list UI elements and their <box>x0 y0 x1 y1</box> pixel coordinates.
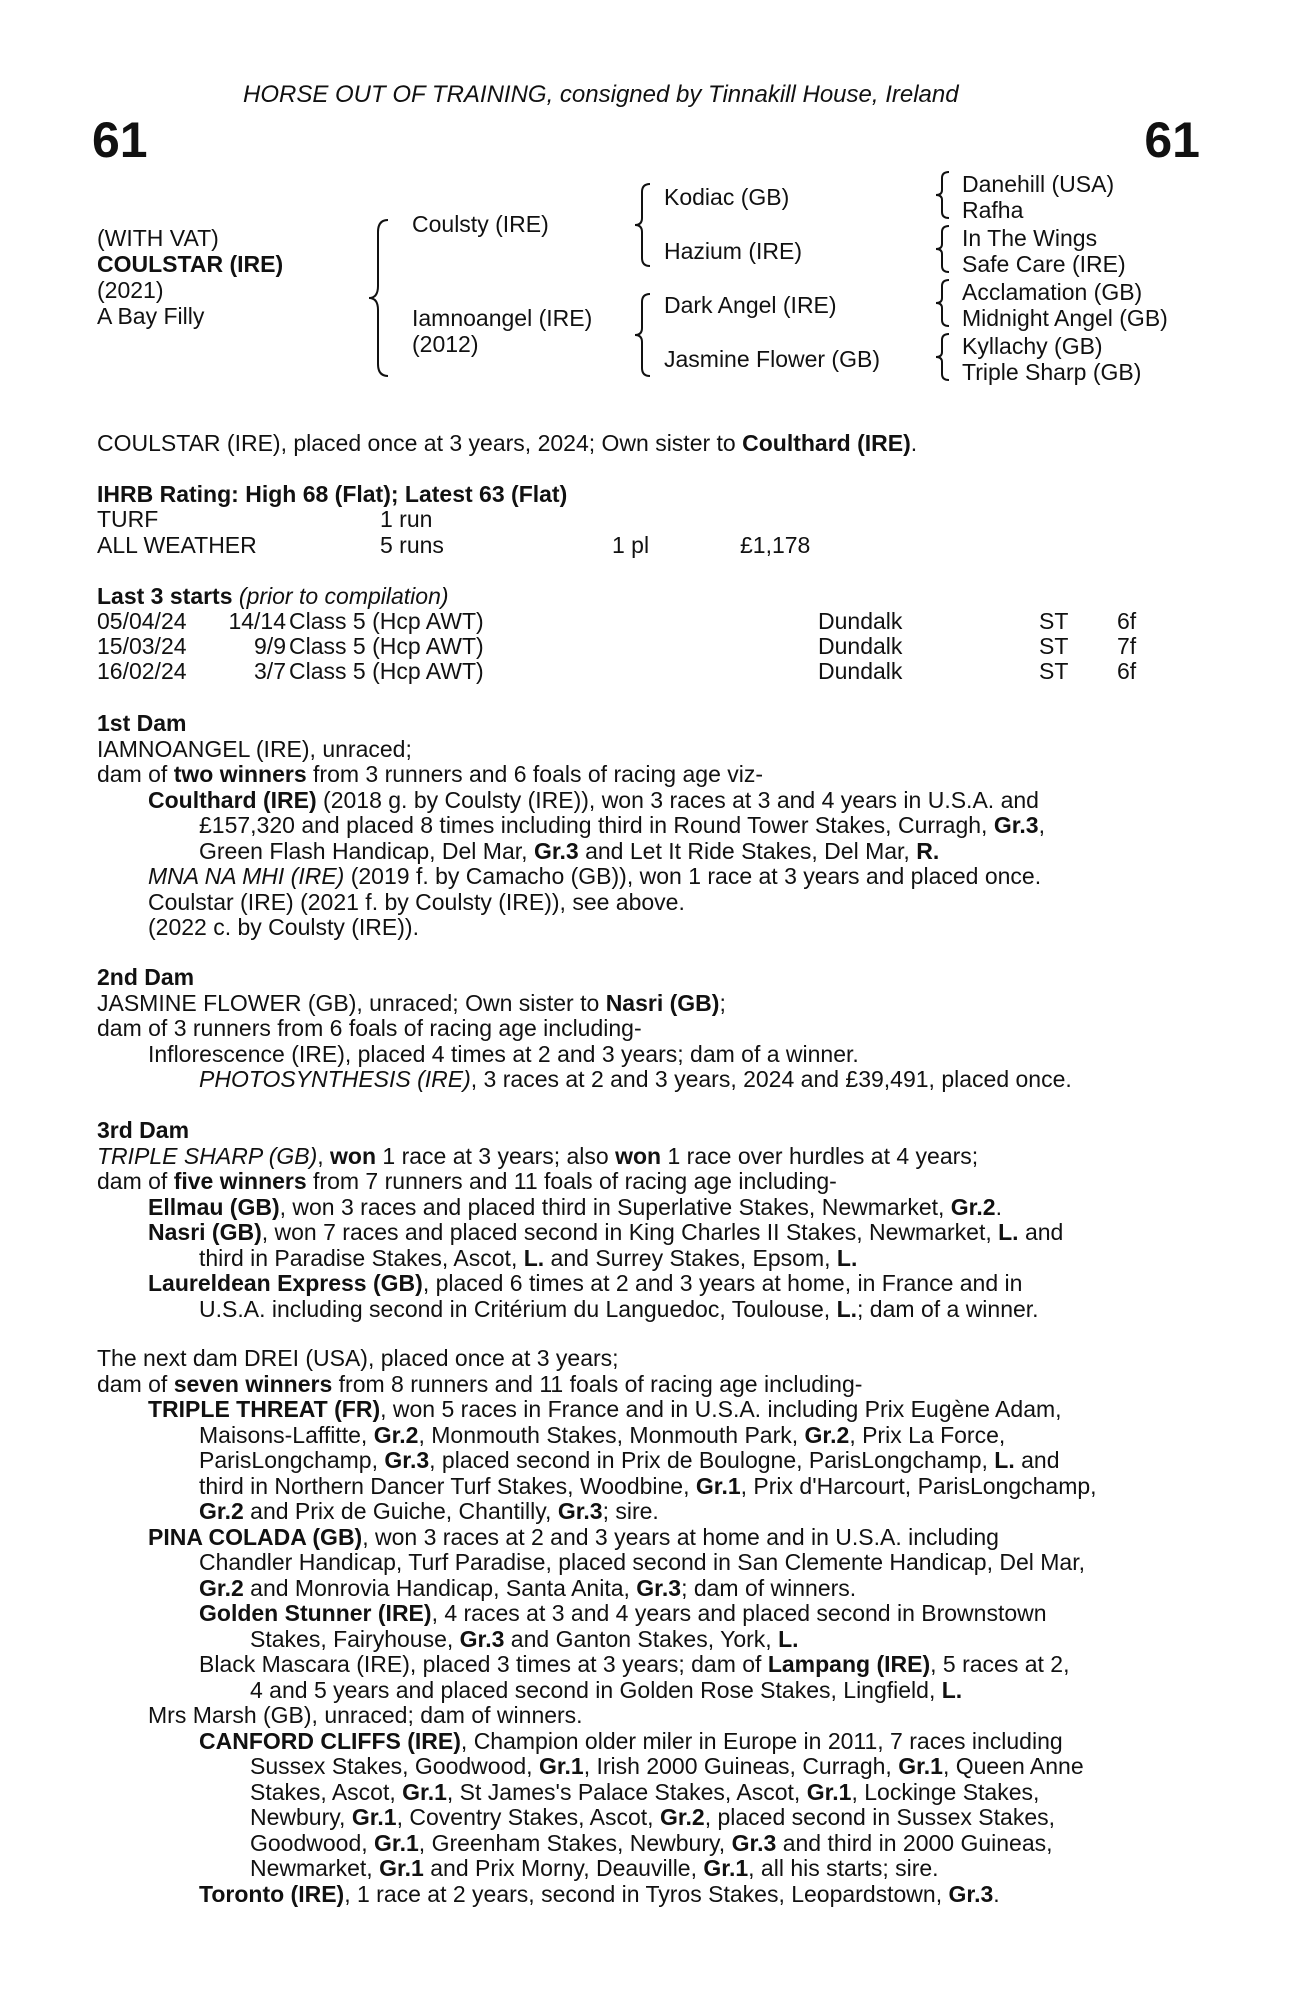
progeny-line: Maisons-Laffitte, Gr.2, Monmouth Stakes, Monmouth Park, Gr.2, Prix La Force, <box>199 1421 1006 1448</box>
start-distance: 6f <box>1117 658 1137 684</box>
progeny-line: Toronto (IRE), 1 race at 2 years, second in Tyros Stakes, Leopardstown, Gr.3. <box>199 1880 1000 1907</box>
pedigree-sire-sire: Kodiac (GB) <box>664 184 790 210</box>
pedigree-sire: Coulsty (IRE) <box>412 211 549 237</box>
summary-end: . <box>910 430 918 456</box>
pedigree-ss-sire: Danehill (USA) <box>962 171 1115 197</box>
pedigree-brace-ss <box>933 170 953 220</box>
pedigree-ds-sire: Acclamation (GB) <box>962 279 1143 305</box>
progeny-line: Golden Stunner (IRE), 4 races at 3 and 4 years and placed second in Brownstown <box>199 1600 1047 1626</box>
start-course: Dundalk <box>818 633 903 659</box>
rating-runs-turf: 1 run <box>380 506 433 532</box>
first-dam-line: IAMNOANGEL (IRE), unraced; <box>97 735 412 762</box>
third-dam-section <box>97 1118 1207 1322</box>
progeny-line: Ellmau (GB), won 3 races and placed third in Superlative Stakes, Newmarket, Gr.2. <box>148 1193 1002 1220</box>
first-dam-section <box>97 711 1207 941</box>
progeny-line: Coulthard (IRE) (2018 g. by Coulsty (IRE)), won 3 races at 3 and 4 years in U.S.A. and <box>148 786 1039 813</box>
summary-line <box>97 431 917 457</box>
pedigree-brace-dd <box>933 332 953 382</box>
next-dam-line: The next dam DREI (USA), placed once at 3 years; <box>97 1345 619 1371</box>
progeny-line: Newbury, Gr.1, Coventry Stakes, Ascot, Gr.2, placed second in Sussex Stakes, <box>250 1804 1056 1830</box>
progeny-line: Coulstar (IRE) (2021 f. by Coulsty (IRE)), see above. <box>148 888 685 915</box>
progeny-line: Stakes, Ascot, Gr.1, St James's Palace Stakes, Ascot, Gr.1, Lockinge Stakes, <box>250 1778 1040 1805</box>
progeny-line: (2022 c. by Coulsty (IRE)). <box>148 914 419 940</box>
progeny-line: Goodwood, Gr.1, Greenham Stakes, Newbury, Gr.3 and third in 2000 Guineas, <box>250 1829 1053 1856</box>
start-race: Class 5 (Hcp AWT) <box>289 608 484 634</box>
horse-year: (2021) <box>97 277 164 303</box>
pedigree-dam-sire: Dark Angel (IRE) <box>664 292 837 318</box>
pedigree-ds-dam: Midnight Angel (GB) <box>962 305 1168 331</box>
starts-title: Last 3 starts <box>97 583 233 609</box>
pedigree-dd-dam: Triple Sharp (GB) <box>962 359 1142 385</box>
progeny-line: Laureldean Express (GB), placed 6 times at 2 and 3 years at home, in France and in <box>148 1270 1023 1296</box>
pedigree-brace-ds <box>933 278 953 328</box>
pedigree-brace-sire <box>632 182 654 268</box>
progeny-line: £157,320 and placed 8 times including third in Round Tower Stakes, Curragh, Gr.3, <box>199 812 1045 838</box>
progeny-line: Newmarket, Gr.1 and Prix Morny, Deauville, Gr.1, all his starts; sire. <box>250 1855 939 1881</box>
pedigree-brace-main <box>366 218 394 378</box>
progeny-line: Mrs Marsh (GB), unraced; dam of winners. <box>148 1702 583 1728</box>
pedigree-brace-sd <box>933 224 953 274</box>
first-dam-line: dam of two winners from 3 runners and 6 foals of racing age viz- <box>97 761 764 787</box>
second-dam-line: dam of 3 runners from 6 foals of racing age including- <box>97 1015 642 1041</box>
progeny-line: PHOTOSYNTHESIS (IRE), 3 races at 2 and 3 years, 2024 and £39,491, placed once. <box>199 1066 1072 1092</box>
summary-sister: Coulthard (IRE) <box>742 430 911 456</box>
progeny-line: Stakes, Fairyhouse, Gr.3 and Ganton Stakes, York, L. <box>250 1625 799 1652</box>
lot-number-right: 61 <box>1144 112 1200 168</box>
progeny-line: Black Mascara (IRE), placed 3 times at 3 years; dam of Lampang (IRE), 5 races at 2, <box>199 1651 1070 1677</box>
rating-runs-aw: 5 runs <box>380 532 444 558</box>
start-date: 15/03/24 <box>97 633 187 659</box>
second-dam-heading: 2nd Dam <box>97 964 195 990</box>
starts-note: (prior to compilation) <box>238 583 449 609</box>
progeny-line: ParisLongchamp, Gr.3, placed second in Prix de Boulogne, ParisLongchamp, L. and <box>199 1447 1060 1473</box>
pedigree-sd-dam: Safe Care (IRE) <box>962 251 1126 277</box>
start-going: ST <box>1039 658 1069 684</box>
third-dam-heading: 3rd Dam <box>97 1117 190 1143</box>
start-date: 05/04/24 <box>97 608 187 634</box>
start-course: Dundalk <box>818 608 903 634</box>
rating-earnings-aw: £1,178 <box>740 532 811 558</box>
progeny-line: Green Flash Handicap, Del Mar, Gr.3 and Let It Ride Stakes, Del Mar, R. <box>199 837 940 864</box>
start-race: Class 5 (Hcp AWT) <box>289 633 484 659</box>
start-going: ST <box>1039 608 1069 634</box>
progeny-line: 4 and 5 years and placed second in Golden Rose Stakes, Lingfield, L. <box>250 1676 963 1703</box>
rating-surface-aw: ALL WEATHER <box>97 532 257 558</box>
start-position: 3/7 <box>254 658 286 684</box>
start-date: 16/02/24 <box>97 658 187 684</box>
next-dam-line: dam of seven winners from 8 runners and 11 foals of racing age including- <box>97 1370 863 1397</box>
pedigree-sire-dam: Hazium (IRE) <box>664 238 803 264</box>
start-course: Dundalk <box>818 658 903 684</box>
start-race: Class 5 (Hcp AWT) <box>289 658 484 684</box>
progeny-line: CANFORD CLIFFS (IRE), Champion older miler in Europe in 2011, 7 races including <box>199 1727 1063 1754</box>
vat-label: (WITH VAT) <box>97 225 219 251</box>
second-dam-line: JASMINE FLOWER (GB), unraced; Own sister to Nasri (GB); <box>97 989 726 1016</box>
rating-surface-turf: TURF <box>97 506 159 532</box>
pedigree-sd-sire: In The Wings <box>962 225 1098 251</box>
pedigree-brace-dam <box>632 292 654 378</box>
start-position: 14/14 <box>228 608 286 634</box>
rating-title: IHRB Rating: High 68 (Flat); Latest 63 (Flat) <box>97 481 568 507</box>
start-going: ST <box>1039 633 1069 659</box>
third-dam-line: TRIPLE SHARP (GB), won 1 race at 3 years; also won 1 race over hurdles at 4 years; <box>97 1142 979 1169</box>
pedigree-ss-dam: Rafha <box>962 197 1024 223</box>
starts-heading <box>97 584 449 610</box>
pedigree-dam-dam: Jasmine Flower (GB) <box>664 346 880 372</box>
horse-description: A Bay Filly <box>97 303 205 329</box>
horse-name: COULSTAR (IRE) <box>97 251 284 277</box>
progeny-line: third in Northern Dancer Turf Stakes, Woodbine, Gr.1, Prix d'Harcourt, ParisLongchamp, <box>199 1472 1097 1499</box>
third-dam-line: dam of five winners from 7 runners and 11 foals of racing age including- <box>97 1168 837 1194</box>
summary-text: COULSTAR (IRE), placed once at 3 years, 2024; Own sister to <box>97 430 743 456</box>
progeny-line: Sussex Stakes, Goodwood, Gr.1, Irish 2000 Guineas, Curragh, Gr.1, Queen Anne <box>250 1753 1084 1779</box>
rating-placed-aw: 1 pl <box>612 532 650 558</box>
progeny-line: PINA COLADA (GB), won 3 races at 2 and 3 years at home and in U.S.A. including <box>148 1523 999 1550</box>
next-dam-section <box>97 1346 1207 1907</box>
progeny-line: TRIPLE THREAT (FR), won 5 races in France and in U.S.A. including Prix Eugène Adam, <box>148 1396 1062 1422</box>
first-dam-heading: 1st Dam <box>97 710 187 736</box>
pedigree-dam: Iamnoangel (IRE) <box>412 305 593 331</box>
progeny-line: MNA NA MHI (IRE) (2019 f. by Camacho (GB)), won 1 race at 3 years and placed once. <box>148 863 1042 889</box>
second-dam-section <box>97 965 1207 1093</box>
page-header: HORSE OUT OF TRAINING, consigned by Tinnakill House, Ireland <box>243 81 959 108</box>
start-distance: 7f <box>1117 633 1137 659</box>
progeny-line: Chandler Handicap, Turf Paradise, placed second in San Clemente Handicap, Del Mar, <box>199 1549 1085 1575</box>
pedigree-dam-year: (2012) <box>412 331 479 357</box>
progeny-line: Nasri (GB), won 7 races and placed second in King Charles II Stakes, Newmarket, L. and <box>148 1219 1064 1245</box>
progeny-line: Gr.2 and Prix de Guiche, Chantilly, Gr.3; sire. <box>199 1498 659 1524</box>
pedigree-dd-sire: Kyllachy (GB) <box>962 333 1103 359</box>
progeny-line: Gr.2 and Monrovia Handicap, Santa Anita, Gr.3; dam of winners. <box>199 1574 857 1601</box>
start-position: 9/9 <box>254 633 286 659</box>
progeny-line: U.S.A. including second in Critérium du Languedoc, Toulouse, L.; dam of a winner. <box>199 1295 1039 1322</box>
progeny-line: Inflorescence (IRE), placed 4 times at 2 and 3 years; dam of a winner. <box>148 1040 859 1067</box>
progeny-line: third in Paradise Stakes, Ascot, L. and Surrey Stakes, Epsom, L. <box>199 1244 858 1271</box>
start-distance: 6f <box>1117 608 1137 634</box>
lot-number-left: 61 <box>92 112 148 168</box>
